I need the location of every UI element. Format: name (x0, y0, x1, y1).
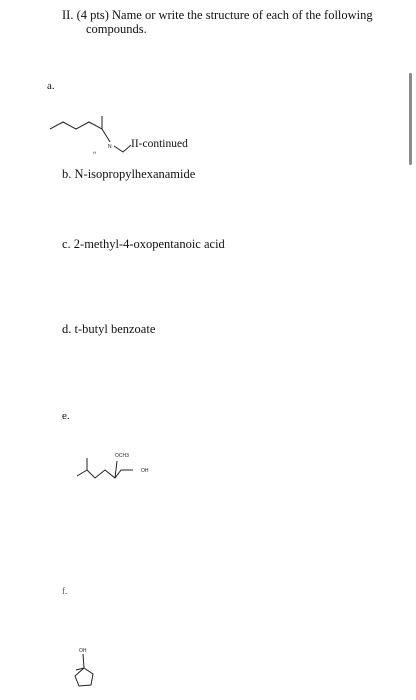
item-b-text: b. N-isopropylhexanamide (62, 167, 196, 181)
item-a-label: a. (47, 80, 55, 92)
atom-n-label: N (108, 144, 112, 150)
structure-e (75, 448, 165, 484)
structure-a (48, 112, 138, 158)
scrollbar[interactable] (409, 73, 412, 165)
f-oh-label: OH (79, 648, 87, 654)
question-header: II. (4 pts) Name or write the structure of each of the following (62, 8, 373, 22)
och3-label: OCH3 (115, 453, 129, 459)
oh-label: OH (141, 468, 149, 474)
structure-f (66, 646, 102, 692)
item-d-text: d. t-butyl benzoate (62, 322, 156, 336)
item-c-text: c. 2-methyl-4-oxopentanoic acid (62, 237, 225, 251)
question-header-continued: compounds. (86, 22, 147, 36)
atom-h-label: H (93, 150, 96, 155)
item-f-label: f. (62, 586, 68, 596)
item-e-label: e. (62, 410, 70, 422)
continued-label: II-continued (131, 138, 188, 150)
